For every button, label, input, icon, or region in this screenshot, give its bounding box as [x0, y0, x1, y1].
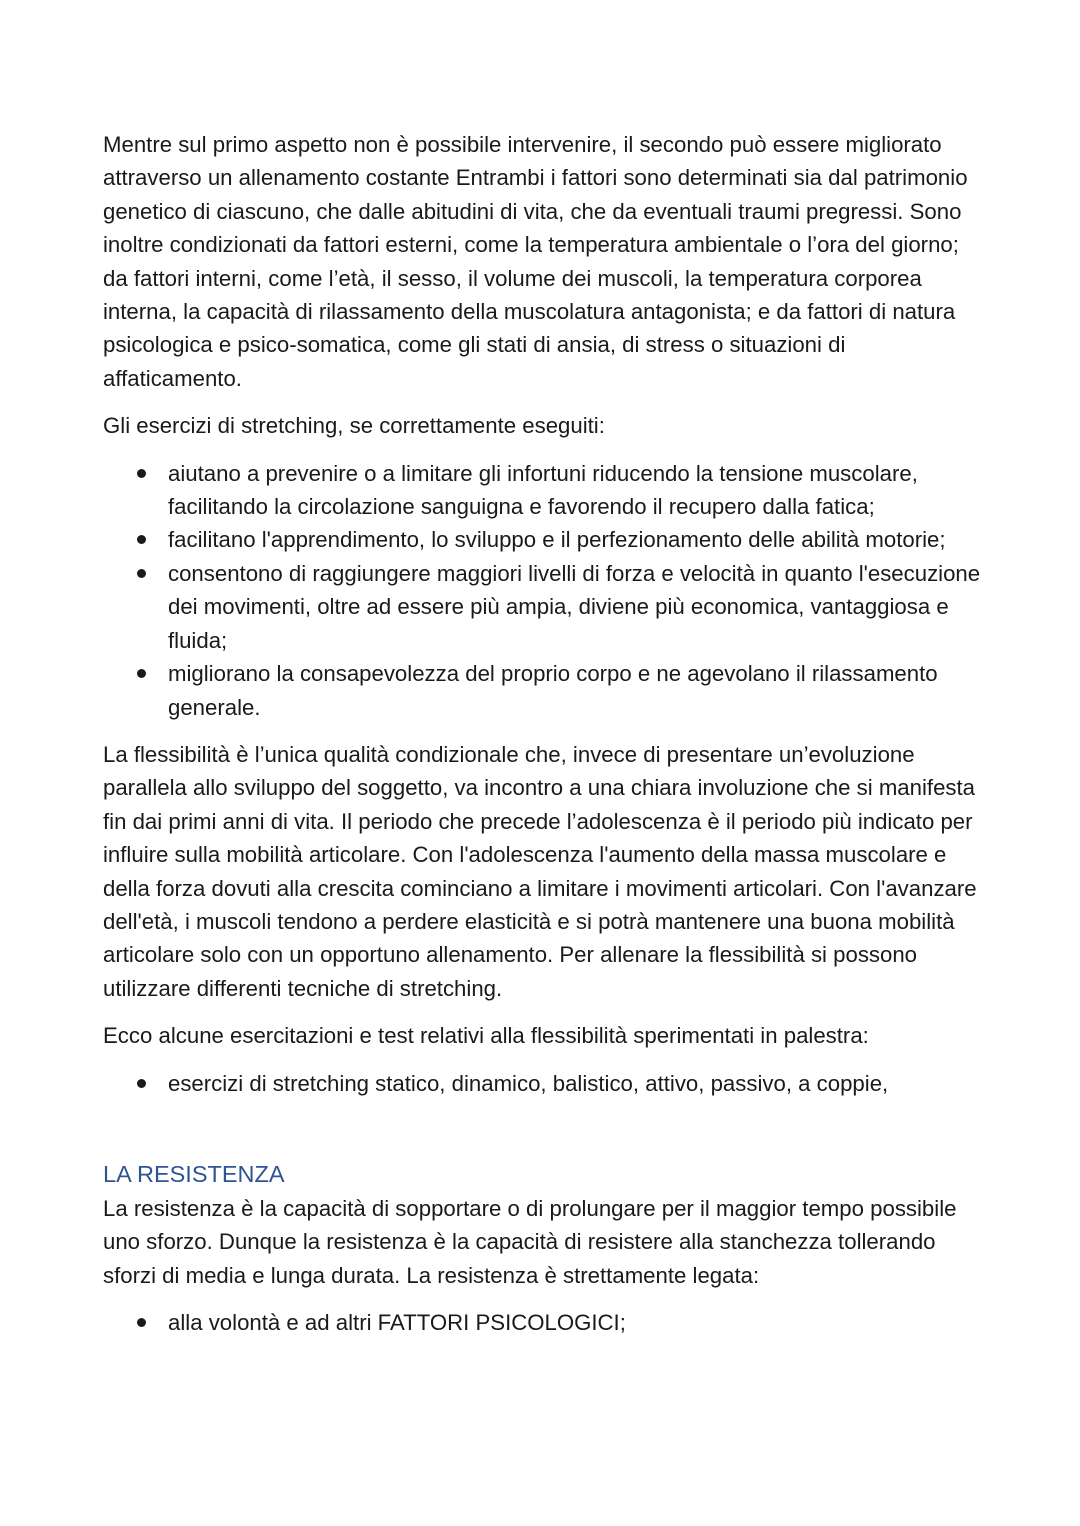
- exercises-list: [103, 1067, 983, 1100]
- bullet-icon: [137, 469, 146, 478]
- stretching-benefits-list: [103, 457, 983, 724]
- bullet-icon: [137, 1318, 146, 1327]
- resistance-factors-list: [103, 1306, 983, 1339]
- bullet-icon: [137, 669, 146, 678]
- list-item: esercizi di stretching statico, dinamico, balistico, attivo, passivo, a coppie,: [168, 1067, 983, 1100]
- list-item: migliorano la consapevolezza del proprio corpo e ne agevolano il rilassamento generale.: [168, 657, 983, 724]
- bullet-icon: [137, 1079, 146, 1088]
- paragraph-fattori: Mentre sul primo aspetto non è possibile intervenire, il secondo può essere migliorato attraverso un allenamento costante Entrambi i fattori sono determinati sia dal patrimonio genetico di ciascuno, che dalle abitudini di vita, che da eventuali traumi pregressi. Sono inoltre condizionati da fattori esterni, come la temperatura ambientale o l’ora del giorno; da fattori interni, come l’età, il sesso, il volume dei muscoli, la temperatura corporea interna, la capacità di rilassamento della muscolatura antagonista; e da fattori di natura psicologica e psico-somatica, come gli stati di ansia, di stress o situazioni di affaticamento.: [103, 132, 968, 391]
- document-page: [103, 128, 983, 1354]
- paragraph-esercitazioni: Ecco alcune esercitazioni e test relativi alla flessibilità sperimentati in palestra:: [103, 1023, 869, 1049]
- paragraph-resistenza: La resistenza è la capacità di sopportare o di prolungare per il maggior tempo possibile uno sforzo. Dunque la resistenza è la capacità di resistere alla stanchezza tollerando sforzi di media e lunga durata. La resistenza è strettamente legata:: [103, 1195, 957, 1288]
- paragraph-flessibilita: La flessibilità è l’unica qualità condizionale che, invece di presentare un’evoluzione parallela allo sviluppo del soggetto, va incontro a una chiara involuzione che si manifesta fin dai primi anni di vita. Il periodo che precede l’adolescenza è il periodo più indicato per influire sulla mobilità articolare. Con l'adolescenza l'aumento della massa muscolare e della forza dovuti alla crescita cominciano a limitare i movimenti articolari. Con l'avanzare dell'età, i muscoli tendono a perdere elasticità e si potrà mantenere una buona mobilità articolare solo con un opportuno allenamento. Per allenare la flessibilità si possono utilizzare differenti tecniche di stretching.: [103, 741, 977, 1001]
- list-item: facilitano l'apprendimento, lo sviluppo e il perfezionamento delle abilità motorie;: [168, 523, 983, 556]
- bullet-icon: [137, 569, 146, 578]
- list-item: aiutano a prevenire o a limitare gli infortuni riducendo la tensione muscolare, facilitando la circolazione sanguigna e favorendo il recupero dalla fatica;: [168, 457, 983, 524]
- list-item: consentono di raggiungere maggiori livelli di forza e velocità in quanto l'esecuzione dei movimenti, oltre ad essere più ampia, diviene più economica, vantaggiosa e fluida;: [168, 557, 983, 657]
- section-heading: LA RESISTENZA: [103, 1160, 285, 1187]
- bullet-icon: [137, 535, 146, 544]
- paragraph-stretching-intro: Gli esercizi di stretching, se correttamente eseguiti:: [103, 413, 605, 439]
- list-item: alla volontà e ad altri FATTORI PSICOLOGICI;: [168, 1306, 983, 1339]
